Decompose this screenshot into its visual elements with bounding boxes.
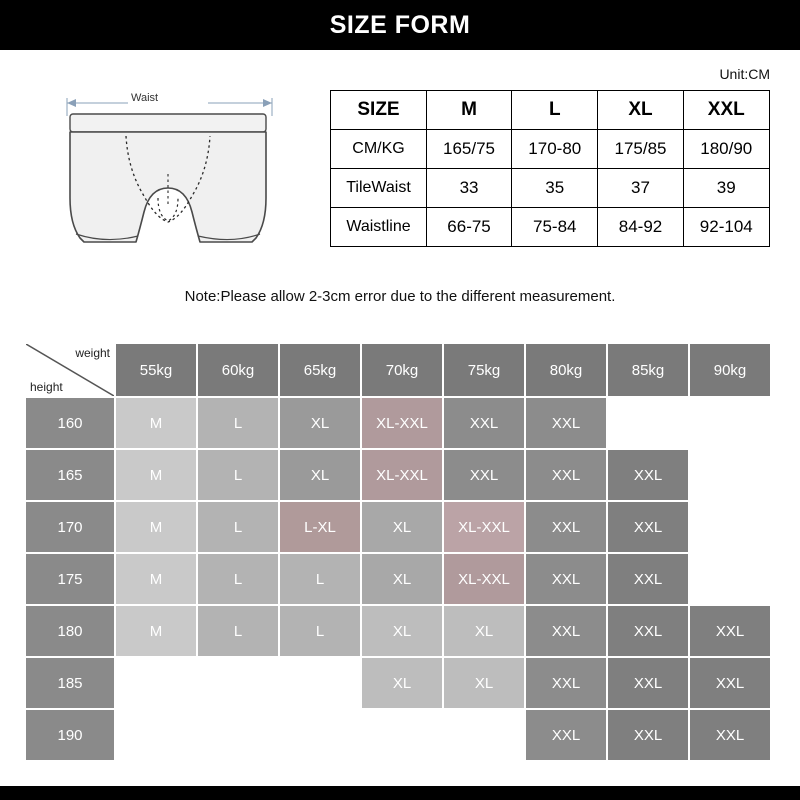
matrix-cell-6-3 [361,709,443,761]
matrix-cell-2-1: L [197,501,279,553]
matrix-cell-4-7: XXL [689,605,771,657]
matrix-cell-5-2 [279,657,361,709]
matrix-cell-0-0: M [115,397,197,449]
matrix-weight-header-7: 90kg [689,343,771,397]
matrix-cell-3-6: XXL [607,553,689,605]
matrix-cell-0-6 [607,397,689,449]
size-table-cell: 37 [598,169,683,208]
matrix-cell-4-3: XL [361,605,443,657]
size-table-row-label: TileWaist [331,169,427,208]
page-title-bar [0,0,800,50]
size-table-cell: 33 [427,169,512,208]
matrix-cell-6-1 [197,709,279,761]
table-row [331,208,770,247]
matrix-height-axis-label: height [30,380,63,394]
matrix-cell-3-5: XXL [525,553,607,605]
matrix-cell-4-4: XL [443,605,525,657]
matrix-cell-1-2: XL [279,449,361,501]
size-table-header-cell: SIZE [331,91,427,130]
size-table-cell: 66-75 [427,208,512,247]
table-row [25,605,771,657]
matrix-cell-2-0: M [115,501,197,553]
matrix-weight-axis-label: weight [75,346,110,360]
size-table-header-cell: M [427,91,512,130]
matrix-cell-0-1: L [197,397,279,449]
matrix-cell-5-3: XL [361,657,443,709]
matrix-corner-inner [26,344,114,396]
matrix-cell-0-4: XXL [443,397,525,449]
height-weight-matrix [24,342,772,762]
matrix-cell-2-6: XXL [607,501,689,553]
matrix-cell-5-7: XXL [689,657,771,709]
matrix-cell-5-5: XXL [525,657,607,709]
matrix-cell-6-6: XXL [607,709,689,761]
matrix-cell-6-4 [443,709,525,761]
matrix-cell-5-1 [197,657,279,709]
matrix-cell-6-0 [115,709,197,761]
matrix-cell-4-0: M [115,605,197,657]
matrix-cell-1-7 [689,449,771,501]
table-row [25,449,771,501]
matrix-cell-1-3: XL-XXL [361,449,443,501]
measurement-note: Note:Please allow 2-3cm error due to the different measurement. [184,288,616,305]
size-table-cell: 180/90 [683,130,769,169]
matrix-weight-header-5: 80kg [525,343,607,397]
matrix-weight-header-3: 70kg [361,343,443,397]
matrix-cell-4-1: L [197,605,279,657]
matrix-cell-6-5: XXL [525,709,607,761]
size-table-header-row [331,91,770,130]
table-row [25,553,771,605]
size-table-cell: 170-80 [512,130,598,169]
matrix-cell-0-2: XL [279,397,361,449]
matrix-height-header-1: 165 [25,449,115,501]
table-row [25,709,771,761]
matrix-cell-3-2: L [279,553,361,605]
matrix-height-header-2: 170 [25,501,115,553]
table-row [331,130,770,169]
table-row [331,169,770,208]
matrix-cell-2-7 [689,501,771,553]
matrix-cell-3-1: L [197,553,279,605]
size-table-header-cell: XL [598,91,683,130]
matrix-cell-0-7 [689,397,771,449]
matrix-cell-4-2: L [279,605,361,657]
matrix-cell-1-0: M [115,449,197,501]
matrix-cell-2-5: XXL [525,501,607,553]
matrix-axis-corner [25,343,115,397]
matrix-weight-header-4: 75kg [443,343,525,397]
product-illustration [40,78,290,263]
matrix-weight-header-0: 55kg [115,343,197,397]
matrix-cell-0-3: XL-XXL [361,397,443,449]
size-specification-table [330,90,770,247]
matrix-cell-2-4: XL-XXL [443,501,525,553]
matrix-cell-3-4: XL-XXL [443,553,525,605]
matrix-weight-header-2: 65kg [279,343,361,397]
waist-measure-label: Waist [128,92,161,104]
matrix-cell-5-0 [115,657,197,709]
matrix-header-row [25,343,771,397]
size-table-row-label: CM/KG [331,130,427,169]
matrix-cell-1-1: L [197,449,279,501]
unit-label: Unit:CM [719,66,770,82]
matrix-cell-5-6: XXL [607,657,689,709]
size-table-cell: 175/85 [598,130,683,169]
size-table-cell: 39 [683,169,769,208]
size-table-cell: 75-84 [512,208,598,247]
matrix-cell-6-2 [279,709,361,761]
matrix-cell-3-0: M [115,553,197,605]
bottom-bar [0,786,800,800]
matrix-cell-2-2: L-XL [279,501,361,553]
matrix-cell-6-7: XXL [689,709,771,761]
matrix-cell-5-4: XL [443,657,525,709]
matrix-weight-header-1: 60kg [197,343,279,397]
matrix-cell-1-5: XXL [525,449,607,501]
matrix-cell-4-6: XXL [607,605,689,657]
matrix-cell-0-5: XXL [525,397,607,449]
matrix-height-header-5: 185 [25,657,115,709]
matrix-cell-2-3: XL [361,501,443,553]
matrix-weight-header-6: 85kg [607,343,689,397]
size-table-cell: 84-92 [598,208,683,247]
matrix-cell-3-3: XL [361,553,443,605]
size-table-header-cell: XXL [683,91,769,130]
table-row [25,397,771,449]
matrix-cell-1-6: XXL [607,449,689,501]
matrix-height-header-4: 180 [25,605,115,657]
matrix-cell-4-5: XXL [525,605,607,657]
table-row [25,657,771,709]
size-table-cell: 165/75 [427,130,512,169]
matrix-height-header-0: 160 [25,397,115,449]
size-table-cell: 35 [512,169,598,208]
matrix-cell-1-4: XXL [443,449,525,501]
size-table-cell: 92-104 [683,208,769,247]
page-title: SIZE FORM [329,10,471,39]
matrix-height-header-6: 190 [25,709,115,761]
matrix-height-header-3: 175 [25,553,115,605]
size-table-header-cell: L [512,91,598,130]
size-table-row-label: Waistline [331,208,427,247]
matrix-cell-3-7 [689,553,771,605]
table-row [25,501,771,553]
